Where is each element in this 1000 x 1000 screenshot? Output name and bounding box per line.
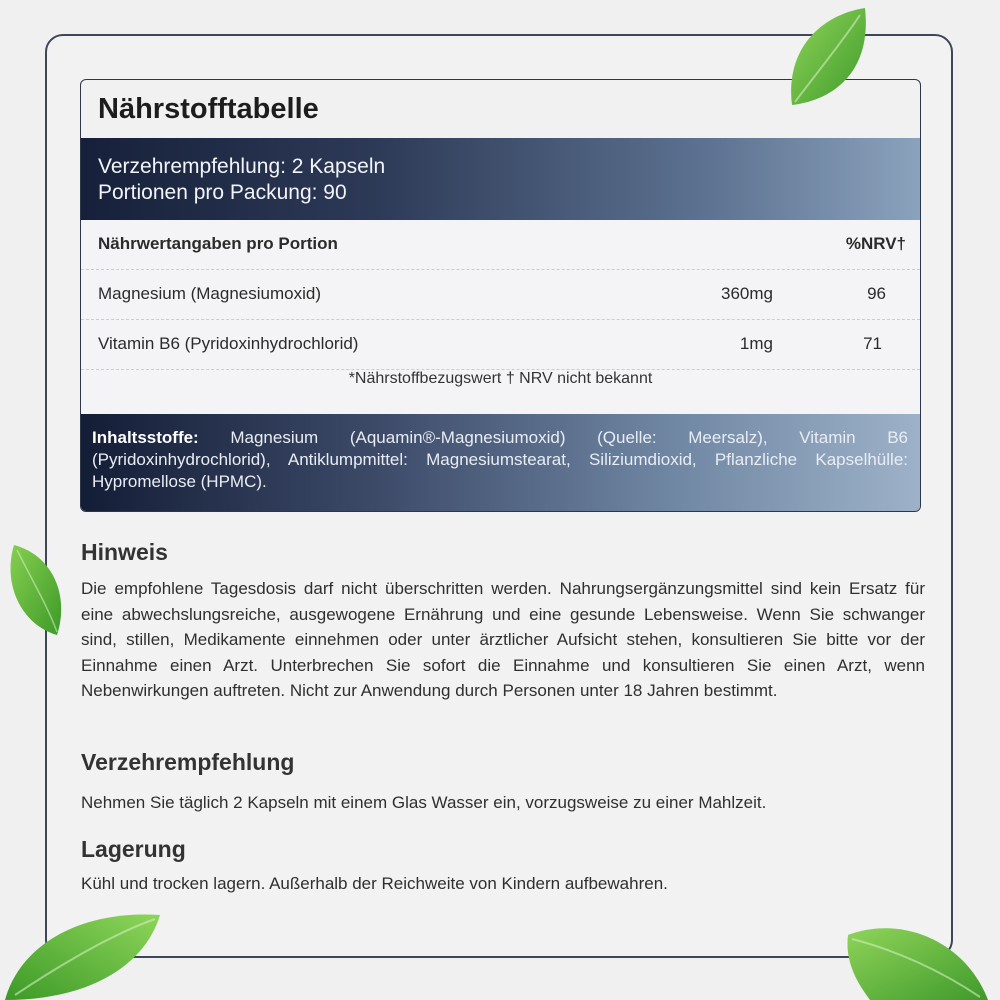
nutrient-name: Magnesium (Magnesiumoxid) [98,284,321,303]
header-name: Nährwertangaben pro Portion [98,234,338,253]
section-title-hinweis: Hinweis [81,539,168,565]
ingredients-label: Inhaltsstoffe: [92,428,199,447]
ingredients-text: Magnesium (Aquamin®-Magnesiumoxid) (Quelle: Meersalz), Vitamin B6 (Pyridoxinhydrochlorid), Antiklumpmittel: Magnesiumstearat, Siliziumdioxid, Pflanzliche Kapselhülle: Hypromellose (HPMC). [92,428,908,491]
panel-title: Nährstofftabelle [98,93,319,125]
table-row [81,320,920,370]
nutrient-amount: 360mg [721,284,773,303]
servings-per-pack: Portionen pro Packung: 90 [98,181,347,204]
section-text-hinweis: Die empfohlene Tagesdosis darf nicht überschritten werden. Nahrungsergänzungsmittel sind kein Ersatz für eine abwechslungsreiche, ausgewogene Ernährung und eine gesunde Lebensweise. Wenn Sie schwanger sind, stillen, Medikamente einnehmen oder unter ärztlicher Aufsicht stehen, konsultieren Sie bitte vor der Einnahme einen Arzt. Unterbrechen Sie sofort die Einnahme und konsultieren Sie einen Arzt, wenn Nebenwirkungen auftreten. Nicht zur Anwendung durch Personen unter 18 Jahren bestimmt. [81,579,925,700]
leaf-icon [840,915,990,1000]
table-header-row [81,220,920,270]
header-nrv: %NRV† [845,234,906,253]
table-footnote: *Nährstoffbezugswert † NRV nicht bekannt [348,370,653,387]
nutrition-table [81,220,920,414]
section-title-verzehr: Verzehrempfehlung [81,749,295,775]
section-text-lagerung: Kühl und trocken lagern. Außerhalb der Reichweite von Kindern aufbewahren. [81,874,668,893]
nutrient-name: Vitamin B6 (Pyridoxinhydrochlorid) [98,334,359,353]
section-title-lagerung: Lagerung [81,836,186,862]
leaf-icon [0,905,170,1000]
section-text-verzehr: Nehmen Sie täglich 2 Kapseln mit einem Glas Wasser ein, vorzugsweise zu einer Mahlzeit. [81,793,767,812]
nutrient-amount: 1mg [739,334,773,353]
ingredients-block [81,414,920,512]
leaf-icon [780,0,880,120]
table-row [81,270,920,320]
nutrient-nrv: 96 [867,284,886,303]
leaf-icon [2,540,72,640]
nutrient-nrv: 71 [863,334,882,353]
serving-size: Verzehrempfehlung: 2 Kapseln [98,155,386,178]
nutrition-panel [80,79,921,512]
